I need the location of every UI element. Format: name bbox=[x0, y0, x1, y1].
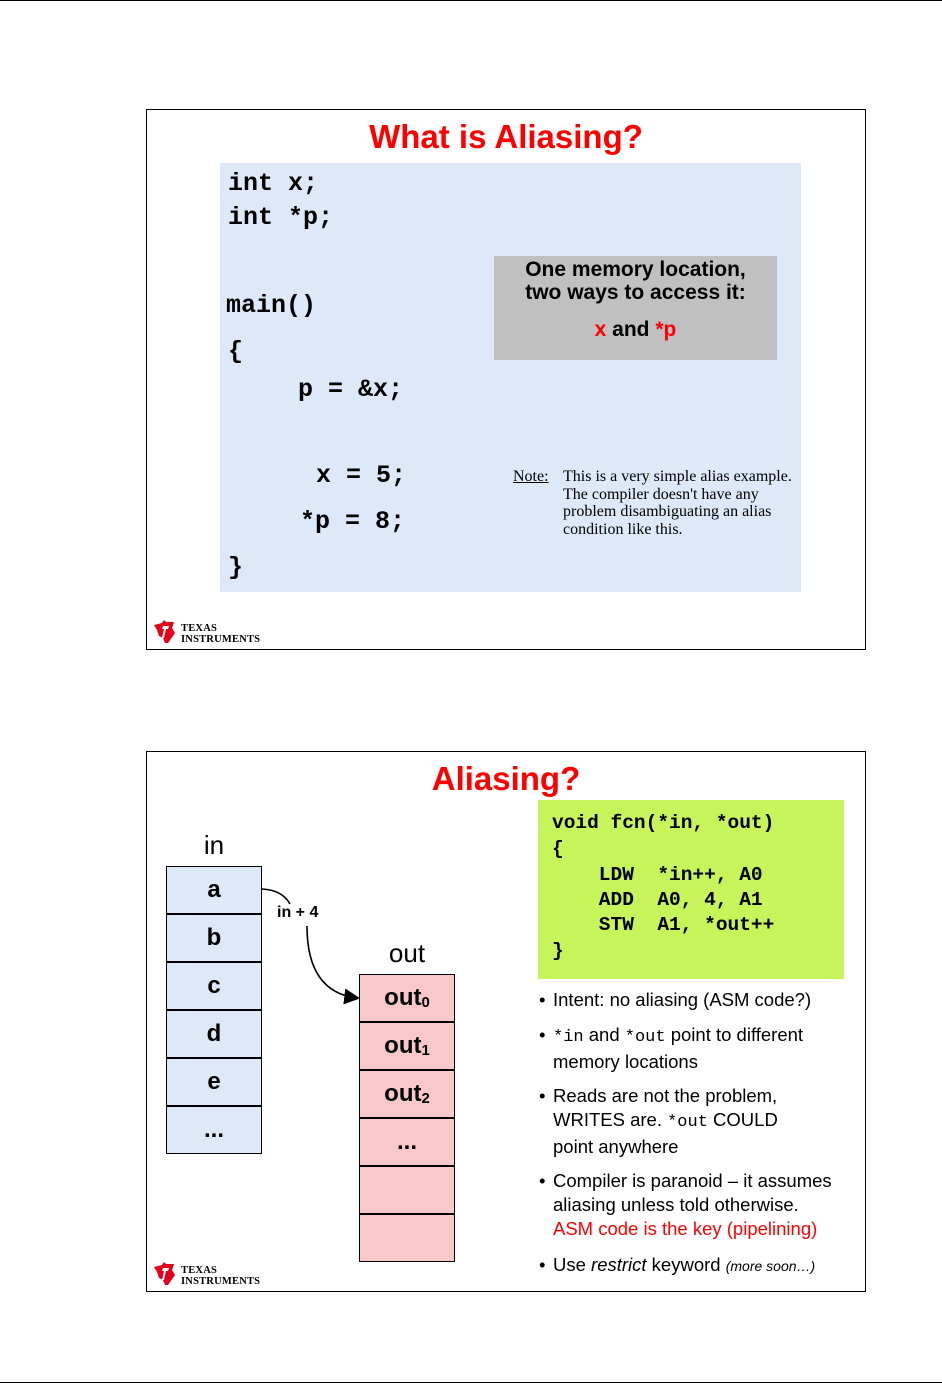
bullet-text: Intent: no aliasing (ASM code?) bbox=[553, 989, 812, 1010]
out-cell-label: out bbox=[384, 1032, 422, 1059]
code-out: *out bbox=[624, 1028, 666, 1047]
ti-logo-icon bbox=[151, 1261, 177, 1287]
bullet-rest: point to different memory locations bbox=[553, 1024, 804, 1072]
callout-line2: two ways to access it: bbox=[525, 281, 746, 304]
arrow-bottom-curve bbox=[307, 926, 357, 998]
out-cell bbox=[359, 1022, 455, 1070]
code-out: *out bbox=[667, 1113, 708, 1132]
bullet-text bbox=[553, 1084, 813, 1159]
out-cell bbox=[359, 1070, 455, 1118]
arrow-top-curve bbox=[262, 889, 290, 904]
bullet-dot: • bbox=[539, 1170, 546, 1191]
bullet-dot: • bbox=[539, 1024, 546, 1045]
ti-logo bbox=[151, 1261, 271, 1289]
bullet-text bbox=[553, 1169, 863, 1241]
out-cell bbox=[359, 1118, 455, 1166]
arrow-label: in + 4 bbox=[277, 904, 319, 921]
top-rule bbox=[0, 0, 942, 1]
bullet-red: ASM code is the key (pipelining) bbox=[553, 1218, 818, 1239]
callout-var-x: x bbox=[594, 318, 607, 341]
callout-vars bbox=[494, 318, 777, 341]
ti-logo-line2: INSTRUMENTS bbox=[181, 1276, 261, 1287]
code-line: { bbox=[552, 838, 564, 860]
in-cell: c bbox=[166, 962, 262, 1010]
code-line: ADD A0, 4, A1 bbox=[552, 889, 763, 911]
bullet-main: Compiler is paranoid – it assumes aliasing unless told otherwise. bbox=[553, 1170, 832, 1215]
bullet-italic: restrict bbox=[591, 1254, 647, 1275]
ti-logo-line1: TEXAS bbox=[181, 1265, 218, 1276]
in-cell: ... bbox=[166, 1106, 262, 1154]
callout-and: and bbox=[606, 318, 656, 341]
ti-logo-icon bbox=[151, 619, 177, 645]
in-cell: b bbox=[166, 914, 262, 962]
bullet-dot: • bbox=[539, 989, 546, 1010]
bullet-dot: • bbox=[539, 1085, 546, 1106]
bullet-text bbox=[553, 1023, 863, 1074]
in-cell: d bbox=[166, 1010, 262, 1058]
code-line: int x; bbox=[228, 169, 319, 198]
bullet-post: keyword bbox=[646, 1254, 726, 1275]
bullet-text bbox=[553, 1253, 863, 1278]
code-line: x = 5; bbox=[316, 461, 407, 490]
out-label: out bbox=[388, 938, 426, 968]
note-text: This is a very simple alias example. The compiler doesn't have any problem disambiguating an alias condition like this. bbox=[563, 468, 792, 538]
memory-callout bbox=[494, 256, 777, 360]
code-line: p = &x; bbox=[298, 375, 404, 404]
code-line: STW A1, *out++ bbox=[552, 914, 775, 936]
ti-logo-text bbox=[181, 623, 260, 645]
bullet-small: (more soon…) bbox=[725, 1258, 816, 1274]
out-cell-label: out bbox=[384, 1080, 422, 1107]
out-cell-label: out bbox=[384, 984, 422, 1011]
note-label: Note: bbox=[513, 468, 549, 485]
slide2-code-block bbox=[538, 800, 844, 979]
code-in: *in bbox=[553, 1028, 584, 1047]
code-line: { bbox=[228, 337, 244, 366]
callout-line1: One memory location, bbox=[525, 258, 746, 281]
slide2-title: Aliasing? bbox=[431, 760, 581, 797]
code-line: } bbox=[552, 940, 564, 962]
code-line: LDW *in++, A0 bbox=[552, 864, 763, 886]
in-cell: e bbox=[166, 1058, 262, 1106]
code-line: *p = 8; bbox=[300, 507, 406, 536]
out-cell-subscript: 2 bbox=[421, 1089, 430, 1107]
bottom-rule bbox=[0, 1382, 942, 1383]
code-line: void fcn(*in, *out) bbox=[552, 812, 775, 834]
ti-logo-text bbox=[181, 1265, 260, 1287]
out-cell-label: ... bbox=[396, 1128, 417, 1155]
in-label: in bbox=[203, 830, 225, 860]
ti-logo bbox=[151, 619, 271, 647]
bullet-dot: • bbox=[539, 1254, 546, 1275]
out-cell bbox=[359, 1214, 455, 1262]
in-cell: a bbox=[166, 866, 262, 914]
code-line: } bbox=[228, 553, 244, 582]
out-cell-subscript: 0 bbox=[421, 993, 430, 1011]
bullet-and: and bbox=[583, 1024, 625, 1045]
ti-logo-line1: TEXAS bbox=[181, 623, 218, 634]
pointer-arrow bbox=[257, 884, 377, 1014]
out-cell bbox=[359, 1166, 455, 1214]
slide-what-is-aliasing bbox=[146, 109, 866, 650]
slide-aliasing bbox=[146, 751, 866, 1292]
bullet-rest: COULD point anywhere bbox=[553, 1109, 783, 1157]
ti-logo-line2: INSTRUMENTS bbox=[181, 634, 261, 645]
bullet-pre: Reads are not the problem, WRITES are. bbox=[553, 1085, 778, 1130]
out-cell-subscript: 1 bbox=[421, 1041, 430, 1059]
bullet-pre: Use bbox=[553, 1254, 592, 1275]
code-line: main() bbox=[226, 291, 317, 320]
slide1-title: What is Aliasing? bbox=[369, 118, 643, 155]
code-line: int *p; bbox=[228, 203, 334, 232]
callout-var-p: *p bbox=[655, 318, 677, 341]
